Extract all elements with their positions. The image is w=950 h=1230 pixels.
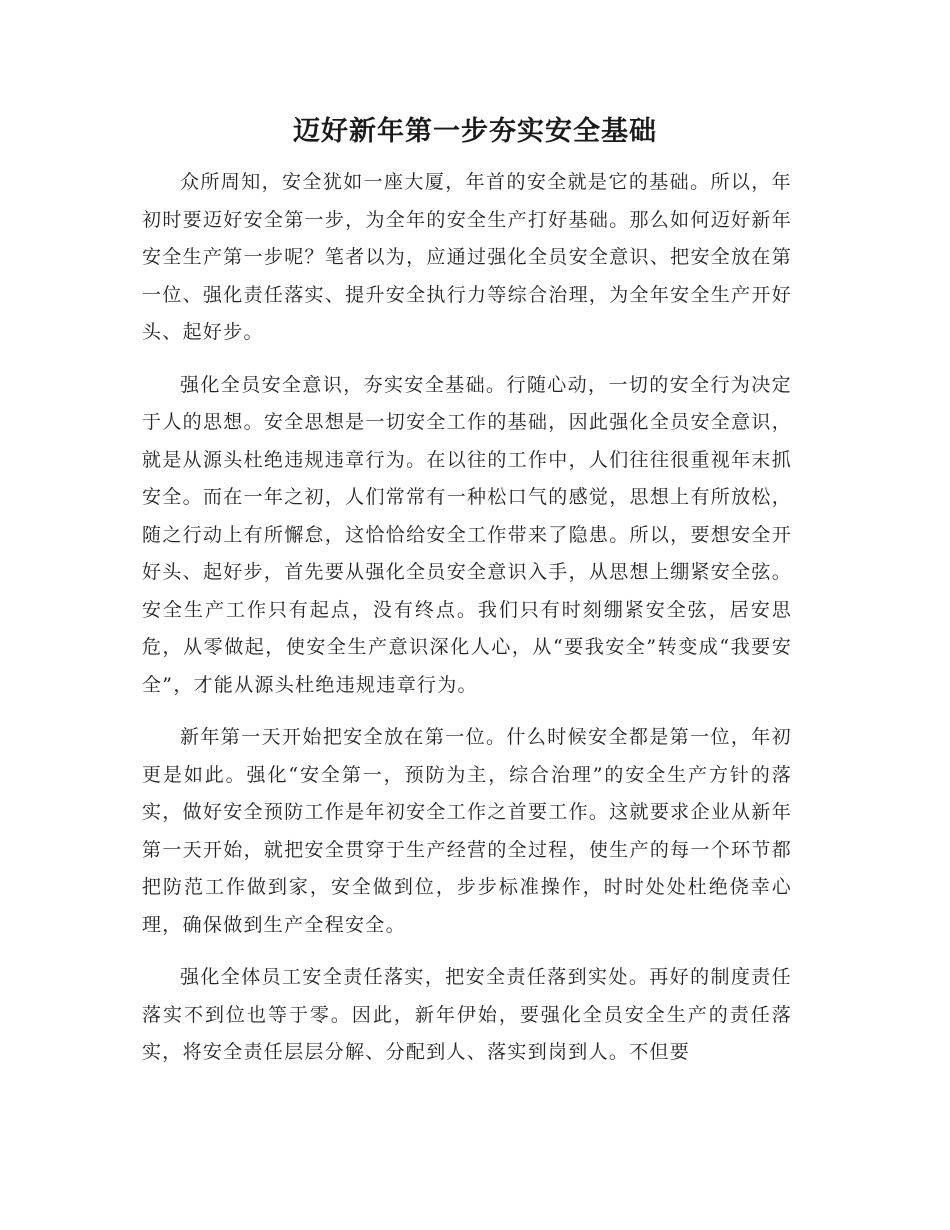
document-body — [142, 164, 792, 1087]
document-title: 迈好新年第一步夯实安全基础 — [293, 116, 657, 147]
paragraph-1: 众所周知，安全犹如一座大厦，年首的安全就是它的基础。所以，年初时要迈好安全第一步，为全年的安全生产打好基础。那么如何迈好新年安全生产第一步呢？笔者以为，应通过强化全员安全意识、把安全放在第一位、强化责任落实、提升安全执行力等综合治理，为全年安全生产开好头、起好步。 — [142, 171, 792, 343]
paragraph-2: 强化全员安全意识，夯实安全基础。行随心动，一切的安全行为决定于人的思想。安全思想是一切安全工作的基础，因此强化全员安全意识，就是从源头杜绝违规违章行为。在以往的工作中，人们往往很重视年末抓安全。而在一年之初，人们常常有一种松口气的感觉，思想上有所放松，随之行动上有所懈怠，这恰恰给安全工作带来了隐患。所以，要想安全开好头、起好步，首先要从强化全员安全意识入手，从思想上绷紧安全弦。安全生产工作只有起点，没有终点。我们只有时刻绷紧安全弦，居安思危，从零做起，使安全生产意识深化人心，从“要我安全”转变成“我要安全”，才能从源头杜绝违规违章行为。 — [142, 373, 792, 696]
paragraph-3: 新年第一天开始把安全放在第一位。什么时候安全都是第一位，年初更是如此。强化“安全第一，预防为主，综合治理”的安全生产方针的落实，做好安全预防工作是年初安全工作之首要工作。这就要求企业从新年第一天开始，就把安全贯穿于生产经营的全过程，使生产的每一个环节都把防范工作做到家，安全做到位，步步标准操作，时时处处杜绝侥幸心理，确保做到生产全程安全。 — [142, 726, 792, 936]
paragraph-4: 强化全体员工安全责任落实，把安全责任落到实处。再好的制度责任落实不到位也等于零。因此，新年伊始，要强化全员安全生产的责任落实，将安全责任层层分解、分配到人、落实到岗到人。不但要 — [142, 966, 792, 1063]
